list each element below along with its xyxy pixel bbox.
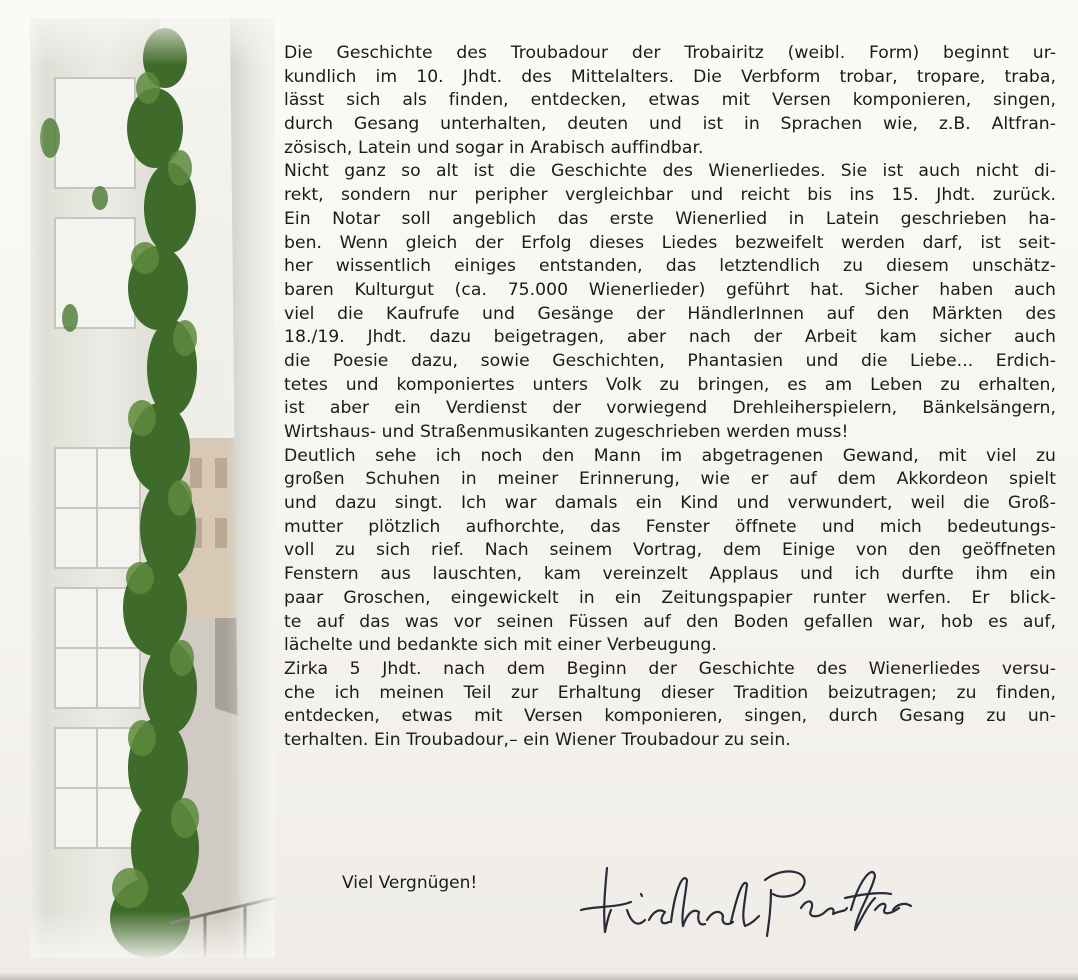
text-line: Ein Notar soll angeblich das erste Wienerlied in Latein geschrieben ha- [284,208,1056,229]
text-line: großen Schuhen in meiner Erinnerung, wie er auf dem Akkordeon spielt [284,469,1056,490]
text-line: zösisch, Latein und sogar in Arabisch auffindbar. [284,137,704,158]
text-line: durch Gesang unterhalten, deuten und ist in Sprachen wie, z.B. Altfran- [284,114,1056,135]
text-line: viel die Kaufrufe und Gesänge der HändlerInnen auf den Märkten des [284,303,1056,324]
text-line: kundlich im 10. Jhdt. des Mittelalters. Die Verbform trobar, tropare, traba, [284,66,1056,87]
text-line: Fenstern aus lauschten, kam vereinzelt Applaus und ich durfte ihm ein [284,564,1056,585]
text-line: Nicht ganz so alt ist die Geschichte des Wienerliedes. Sie ist auch nicht di- [284,161,1056,182]
courtyard-ivy-photo [30,18,275,958]
text-line: mutter plötzlich aufhorchte, das Fenster öffnete und mich bedeutungs- [284,516,1056,537]
text-line: lässt sich als finden, entdecken, etwas mit Versen komponieren, singen, [284,90,1056,111]
text-line: 18./19. Jhdt. dazu beigetragen, aber nach der Arbeit kam sicher auch [284,327,1056,348]
text-line: che ich meinen Teil zur Erhaltung dieser Tradition beizutragen; zu finden, [284,682,1056,703]
text-line: Deutlich sehe ich noch den Mann im abgetragenen Gewand, mit viel zu [284,445,1056,466]
text-line: ben. Wenn gleich der Erfolg dieses Liedes bezweifelt werden darf, ist seit- [284,232,1056,253]
text-line: die Poesie dazu, sowie Geschichten, Phantasien und die Liebe... Erdich- [284,350,1056,371]
text-line: terhalten. Ein Troubadour,– ein Wiener Troubadour zu sein. [284,729,791,750]
text-line: voll zu sich rief. Nach seinem Vortrag, dem Einige von den geöffneten [284,540,1056,561]
text-line: Zirka 5 Jhdt. nach dem Beginn der Geschichte des Wienerliedes versu- [284,658,1056,679]
text-line: ist aber ein Verdienst der vorwiegend Drehleiherspielern, Bänkelsängern, [284,398,1056,419]
handwritten-signature [575,850,915,945]
text-line: Wirtshaus- und Straßenmusikanten zugeschrieben werden muss! [284,422,849,442]
text-line: lächelte und bedankte sich mit einer Verbeugung. [284,635,718,656]
closing-phrase: Viel Vergnügen! [342,873,478,893]
text-line: tetes und komponiertes unters Volk zu bringen, es am Leben zu erhalten, [284,374,1056,395]
text-line: und dazu singt. Ich war damals ein Kind und verwundert, weil die Groß- [284,493,1056,514]
text-line: Die Geschichte des Troubadour der Trobairitz (weibl. Form) beginnt ur- [284,43,1056,63]
text-line: entdecken, etwas mit Versen komponieren, singen, durch Gesang zu un- [284,706,1056,727]
body-text [284,42,1056,753]
text-line: rekt, sondern nur peripher vergleichbar und reicht bis ins 15. Jhdt. zurück. [284,185,1056,206]
page-bottom-edge [0,972,1078,980]
text-line: baren Kulturgut (ca. 75.000 Wienerlieder) geführt hat. Sicher haben auch [284,279,1056,300]
text-line: her wissentlich einiges entstanden, das letztendlich zu diesem unschätz- [284,256,1056,277]
text-line: paar Groschen, eingewickelt in ein Zeitungspapier runter werfen. Er blick- [284,587,1056,608]
text-line: te auf das was vor seinen Füssen auf den Boden gefallen war, hob es auf, [284,611,1056,632]
